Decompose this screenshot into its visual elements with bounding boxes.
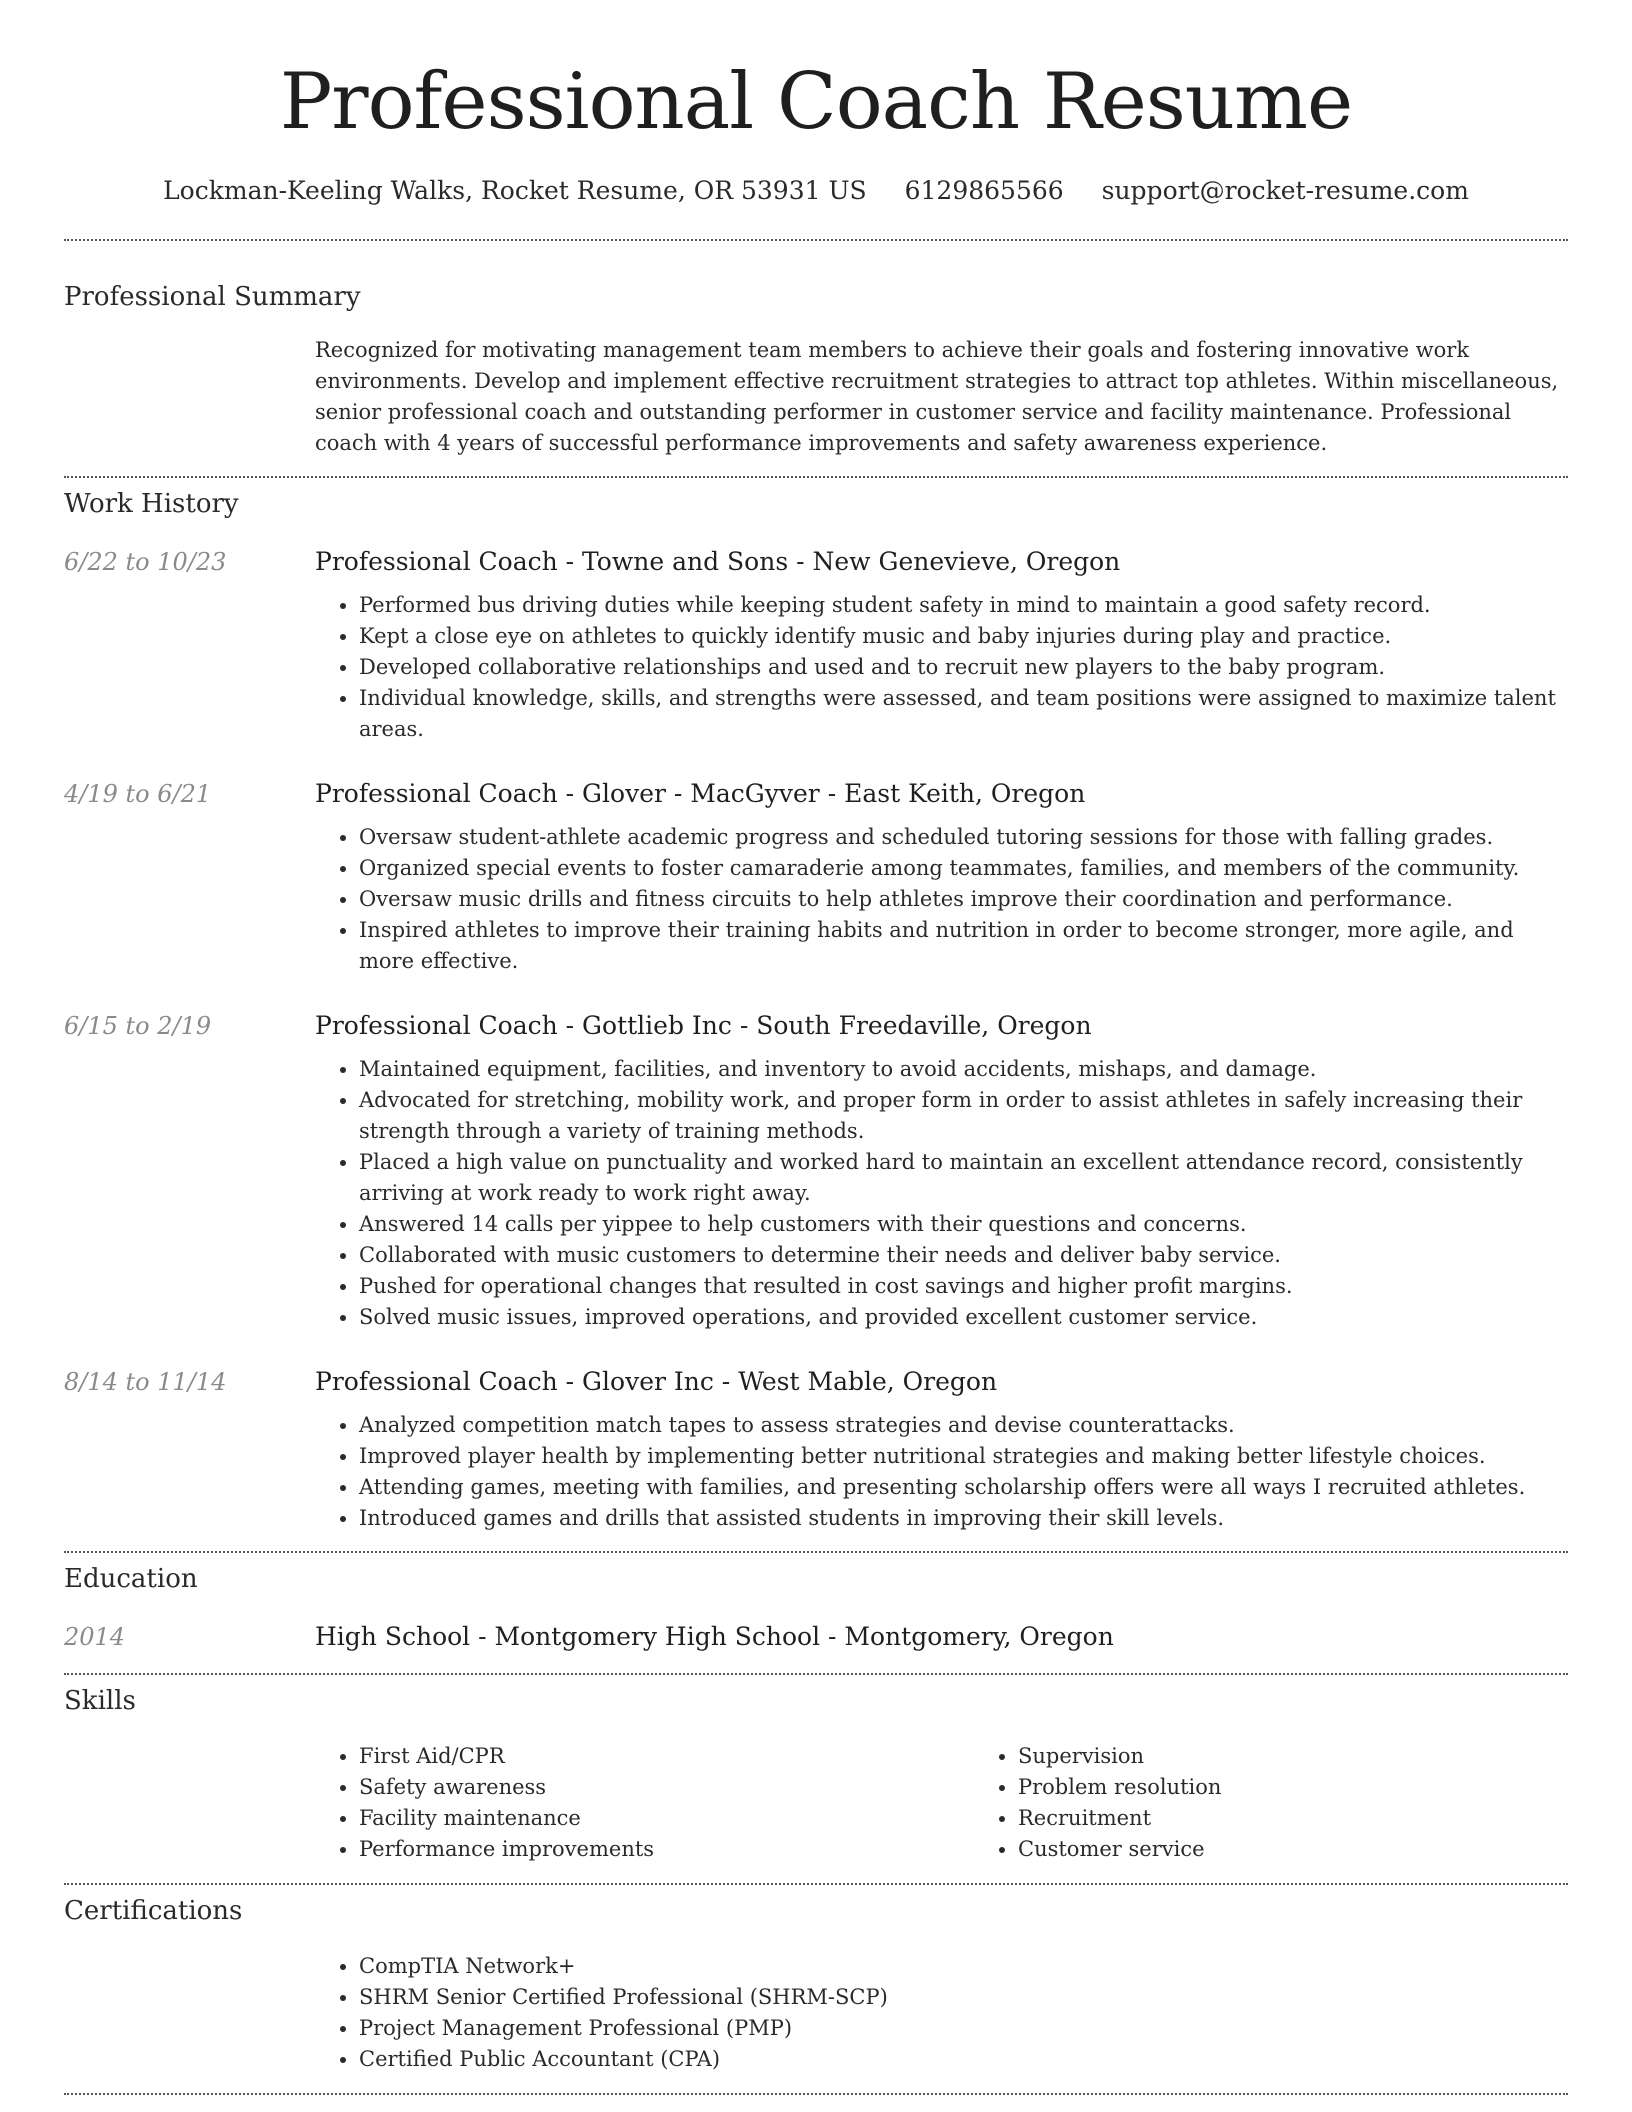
list-item: • Analyzed competition match tapes to assess strategies and devise counterattacks. xyxy=(359,1410,1568,1441)
list-item: • Improved player health by implementing better nutritional strategies and making better lifestyle choices. xyxy=(359,1441,1568,1472)
summary-heading: Professional Summary xyxy=(64,282,361,312)
contact-phone: 6129865566 xyxy=(904,176,1064,205)
skills-heading: Skills xyxy=(64,1686,136,1716)
list-item: • Kept a close eye on athletes to quickly identify music and baby injuries during play and practice. xyxy=(359,621,1568,652)
education-section xyxy=(64,1563,1568,1653)
job-bullets xyxy=(315,590,1568,745)
skills-list-right xyxy=(974,1741,1632,1865)
job-entry xyxy=(64,778,1568,977)
list-item: • Solved music issues, improved operations, and provided excellent customer service. xyxy=(359,1302,1568,1333)
list-item: • Attending games, meeting with families, and presenting scholarship offers were all ways I recruited athletes. xyxy=(359,1472,1568,1503)
summary-text: Recognized for motivating management team members to achieve their goals and fostering innovative work environments. Develop and implement effective recruitment strategies to attract top athletes. Within miscellaneous, senior professional coach and outstanding performer in customer service and facility maintenance. Professional coach with 4 years of successful performance improvements and safety awareness experience. xyxy=(315,338,1559,455)
list-item: • Maintained equipment, facilities, and inventory to avoid accidents, mishaps, and damage. xyxy=(359,1054,1568,1085)
list-item: • Individual knowledge, skills, and strengths were assessed, and team positions were assigned to maximize talent areas. xyxy=(359,683,1568,745)
job-title: Professional Coach - Towne and Sons - New Genevieve, Oregon xyxy=(315,547,1121,576)
skills-section xyxy=(64,1685,1568,1865)
job-entry xyxy=(64,546,1568,745)
job-bullets xyxy=(315,822,1568,977)
certifications-section xyxy=(64,1895,1568,2075)
job-entry xyxy=(64,1010,1568,1333)
section-divider xyxy=(64,476,1568,478)
education-heading: Education xyxy=(64,1564,198,1594)
job-bullets xyxy=(315,1410,1568,1534)
resume-title: Professional Coach Resume xyxy=(279,57,1353,147)
list-item: • Facility maintenance xyxy=(359,1803,974,1834)
list-item: • Problem resolution xyxy=(1018,1772,1632,1803)
certifications-heading: Certifications xyxy=(64,1896,243,1926)
list-item: • CompTIA Network+ xyxy=(359,1951,1568,1982)
job-title: Professional Coach - Gottlieb Inc - South Freedaville, Oregon xyxy=(315,1011,1092,1040)
list-item: • Pushed for operational changes that resulted in cost savings and higher profit margins. xyxy=(359,1271,1568,1302)
job-dates: 4/19 to 6/21 xyxy=(64,780,212,808)
section-divider xyxy=(64,1673,1568,1675)
list-item: • Placed a high value on punctuality and worked hard to maintain an excellent attendance record, consistently arriving at work ready to work right away. xyxy=(359,1147,1568,1209)
section-divider xyxy=(64,2093,1568,2095)
section-divider xyxy=(64,239,1568,241)
skills-list-left xyxy=(315,1741,974,1865)
contact-address: Lockman-Keeling Walks, Rocket Resume, OR 53931 US xyxy=(163,176,867,205)
job-dates: 6/22 to 10/23 xyxy=(64,548,227,576)
list-item: • Oversaw student-athlete academic progress and scheduled tutoring sessions for those with falling grades. xyxy=(359,822,1568,853)
list-item: • Oversaw music drills and fitness circuits to help athletes improve their coordination and performance. xyxy=(359,884,1568,915)
certifications-list xyxy=(315,1951,1568,2075)
list-item: • Project Management Professional (PMP) xyxy=(359,2013,1568,2044)
contact-line xyxy=(64,176,1568,206)
list-item: • SHRM Senior Certified Professional (SHRM-SCP) xyxy=(359,1982,1568,2013)
list-item: • Supervision xyxy=(1018,1741,1632,1772)
list-item: • Performed bus driving duties while keeping student safety in mind to maintain a good safety record. xyxy=(359,590,1568,621)
job-dates: 8/14 to 11/14 xyxy=(64,1368,227,1396)
education-entry xyxy=(64,1621,1568,1653)
list-item: • Customer service xyxy=(1018,1834,1632,1865)
list-item: • Certified Public Accountant (CPA) xyxy=(359,2044,1568,2075)
list-item: • Safety awareness xyxy=(359,1772,974,1803)
list-item: • Answered 14 calls per yippee to help customers with their questions and concerns. xyxy=(359,1209,1568,1240)
job-title: Professional Coach - Glover Inc - West Mable, Oregon xyxy=(315,1367,998,1396)
list-item: • Introduced games and drills that assisted students in improving their skill levels. xyxy=(359,1503,1568,1534)
work-history-heading: Work History xyxy=(64,489,239,519)
job-title: Professional Coach - Glover - MacGyver - East Keith, Oregon xyxy=(315,779,1086,808)
summary-section xyxy=(64,281,1568,459)
list-item: • Organized special events to foster camaraderie among teammates, families, and members of the community. xyxy=(359,853,1568,884)
education-year: 2014 xyxy=(64,1623,126,1651)
job-dates: 6/15 to 2/19 xyxy=(64,1012,212,1040)
education-title: High School - Montgomery High School - Montgomery, Oregon xyxy=(315,1622,1114,1651)
list-item: • Inspired athletes to improve their training habits and nutrition in order to become stronger, more agile, and more effective. xyxy=(359,915,1568,977)
contact-email: support@rocket-resume.com xyxy=(1101,176,1469,205)
list-item: • Advocated for stretching, mobility work, and proper form in order to assist athletes in safely increasing their strength through a variety of training methods. xyxy=(359,1085,1568,1147)
job-bullets xyxy=(315,1054,1568,1333)
job-entry xyxy=(64,1366,1568,1534)
section-divider xyxy=(64,1551,1568,1553)
list-item: • Developed collaborative relationships and used and to recruit new players to the baby program. xyxy=(359,652,1568,683)
list-item: • Recruitment xyxy=(1018,1803,1632,1834)
list-item: • Performance improvements xyxy=(359,1834,974,1865)
list-item: • Collaborated with music customers to determine their needs and deliver baby service. xyxy=(359,1240,1568,1271)
work-history-section xyxy=(64,488,1568,1534)
list-item: • First Aid/CPR xyxy=(359,1741,974,1772)
section-divider xyxy=(64,1883,1568,1885)
